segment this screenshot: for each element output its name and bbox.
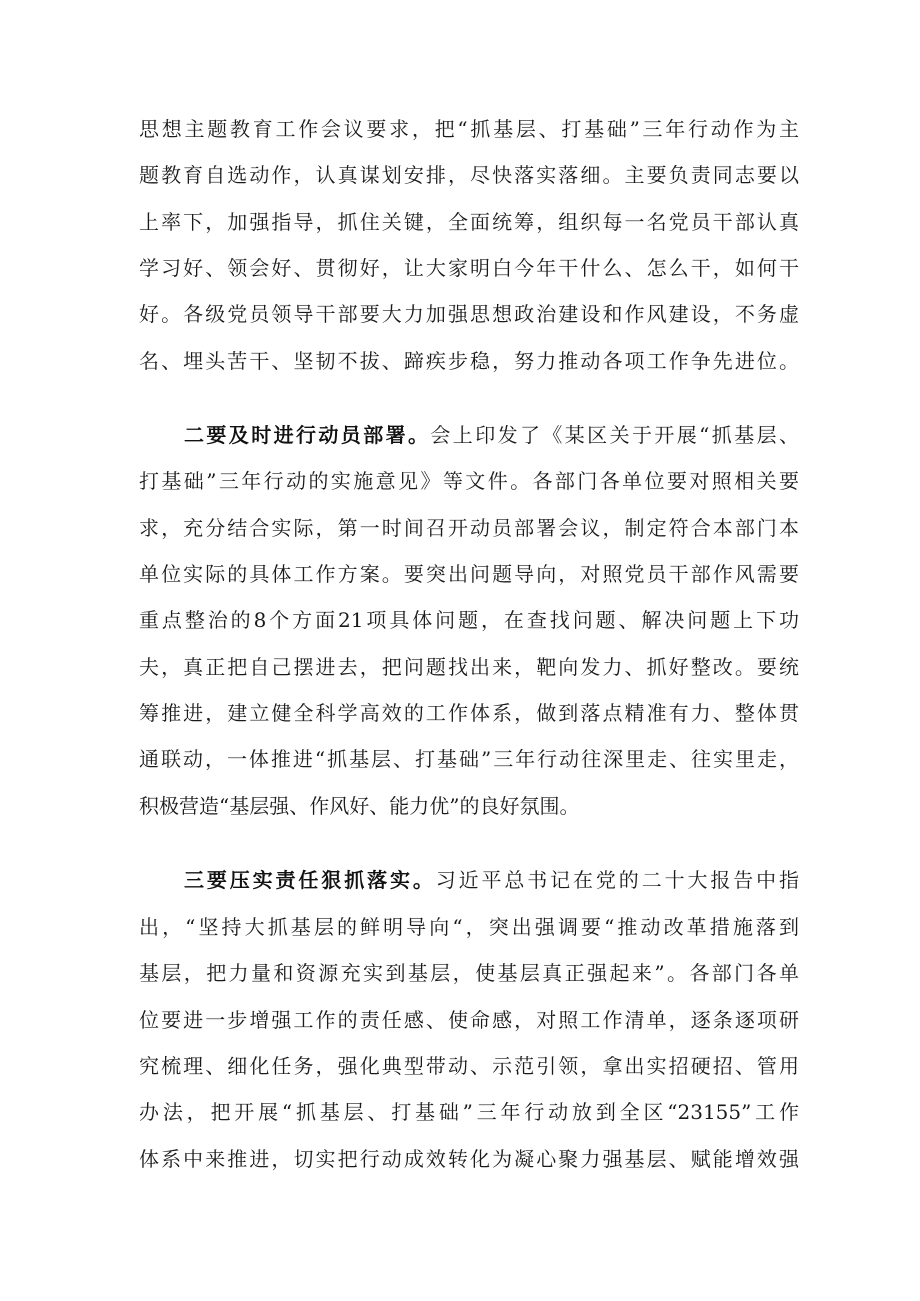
paragraph-line: 好。各级党员领导干部要大力加强思想政治建设和作风建设，不务虚: [139, 302, 799, 326]
paragraph-line: 求，充分结合实际，第一时间召开动员部署会议，制定符合本部门本: [139, 516, 799, 540]
paragraph-line: 体系中来推进，切实把行动成效转化为凝心聚力强基层、赋能增效强: [139, 1147, 799, 1171]
paragraph-line: 办法，把开展“抓基层、打基础”三年行动放到全区“23155”工作: [139, 1100, 799, 1124]
paragraph-line: 积极营造“基层强、作风好、能力优”的良好氛围。: [139, 794, 580, 818]
paragraph-line: 究梳理、细化任务，强化典型带动、示范引领，拿出实招硬招、管用: [139, 1054, 799, 1078]
paragraph-line: 单位实际的具体工作方案。要突出问题导向，对照党员干部作风需要: [139, 562, 799, 586]
paragraph-line: 重点整治的8个方面21项具体问题，在查找问题、解决问题上下功: [139, 608, 799, 632]
paragraph-first-line: [184, 865, 799, 895]
paragraph-heading: 三要压实责任狠抓落实。: [184, 868, 436, 892]
paragraph-line: 位要进一步增强工作的责任感、使命感，对照工作清单，逐条逐项研: [139, 1008, 799, 1032]
paragraph-line: 题教育自选动作，认真谋划安排，尽快落实落细。主要负责同志要以: [139, 163, 799, 187]
paragraph-heading: 二要及时进行动员部署。: [184, 423, 431, 447]
paragraph-text: 习近平总书记在党的二十大报告中指: [435, 868, 800, 892]
paragraph-line: 思想主题教育工作会议要求，把“抓基层、打基础”三年行动作为主: [139, 117, 799, 141]
paragraph-line: 基层，把力量和资源充实到基层，使基层真正强起来”。各部门各单: [139, 961, 799, 985]
paragraph-line: 通联动，一体推进“抓基层、打基础”三年行动往深里走、往实里走，: [139, 747, 799, 771]
paragraph-line: 打基础”三年行动的实施意见》等文件。各部门各单位要对照相关要: [139, 469, 799, 493]
paragraph-first-line: [184, 420, 799, 450]
paragraph-text: 会上印发了《某区关于开展“抓基层、: [430, 423, 799, 447]
paragraph-line: 夫，真正把自己摆进去，把问题找出来，靶向发力、抓好整改。要统: [139, 655, 799, 679]
paragraph-line: 名、埋头苦干、坚韧不拔、蹄疾步稳，努力推动各项工作争先进位。: [139, 349, 799, 373]
paragraph-line: 筹推进，建立健全科学高效的工作体系，做到落点精准有力、整体贯: [139, 701, 799, 725]
paragraph-line: 出，“坚持大抓基层的鲜明导向“，突出强调要“推动改革措施落到: [139, 915, 799, 939]
paragraph-line: 上率下，加强指导，抓住关键，全面统筹，组织每一名党员干部认真: [139, 210, 799, 234]
paragraph-line: 学习好、领会好、贯彻好，让大家明白今年干什么、怎么干，如何干: [139, 256, 799, 280]
